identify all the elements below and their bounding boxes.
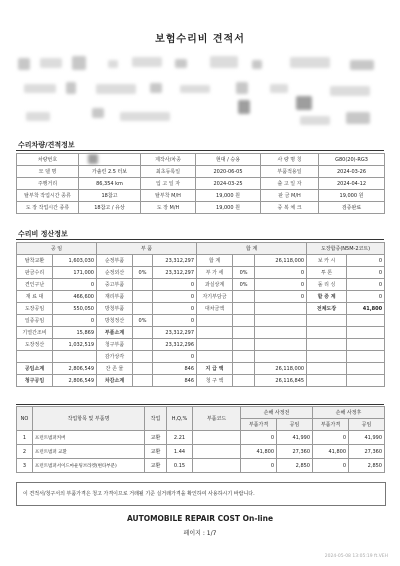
vehicle-label: 제작사/차종 bbox=[141, 154, 196, 166]
vehicle-value: 86,354 km bbox=[79, 178, 141, 190]
redacted-block bbox=[210, 56, 238, 68]
item-cell: 27,360 bbox=[277, 445, 313, 459]
calc-label: 공임소계 bbox=[17, 363, 53, 375]
redacted-block bbox=[66, 82, 76, 94]
item-cell: 2.21 bbox=[167, 431, 193, 445]
calc-value: 1,032,519 bbox=[53, 339, 97, 351]
calc-value: 0 bbox=[255, 291, 307, 303]
item-cell: 0 bbox=[241, 459, 277, 473]
calc-label bbox=[307, 327, 347, 339]
vehicle-value: 19,000 원 bbox=[196, 202, 261, 214]
items-header-work: 작업 bbox=[145, 407, 167, 431]
calc-label bbox=[197, 351, 233, 363]
section-divider bbox=[16, 404, 384, 405]
vehicle-value: G80(20)-RG3 bbox=[319, 154, 385, 166]
table-row bbox=[17, 327, 385, 339]
calc-label: 감가상각 bbox=[97, 351, 133, 363]
redacted-block bbox=[296, 96, 312, 110]
item-cell: 41,990 bbox=[277, 431, 313, 445]
item-cell: 0 bbox=[313, 459, 349, 473]
calc-label: 잔 존 물 bbox=[97, 363, 133, 375]
redacted-block bbox=[346, 112, 370, 124]
redacted-block bbox=[236, 82, 248, 94]
calc-header-parts: 부 품 bbox=[97, 243, 197, 255]
calc-label: 자기부담금 bbox=[197, 291, 233, 303]
vehicle-value: 18참고 bbox=[79, 190, 141, 202]
calc-value: 26,118,000 bbox=[255, 255, 307, 267]
calc-value: 466,600 bbox=[53, 291, 97, 303]
calc-value bbox=[233, 339, 255, 351]
calc-label: 과실상계 bbox=[197, 279, 233, 291]
calc-label: 부품소계 bbox=[97, 327, 133, 339]
redacted-block bbox=[40, 58, 62, 68]
vehicle-value: 2020-06-05 bbox=[196, 166, 261, 178]
vehicle-value: 2024-04-12 bbox=[319, 178, 385, 190]
footer-note: 이 견적서/청구서의 부품가격은 청고 가격이므로 거래될 기준 실거래가격을 확인하여 사용하시기 바랍니다. bbox=[23, 491, 255, 497]
calc-value bbox=[255, 315, 307, 327]
calc-header-paint: 도장합증(N5M-2코트) bbox=[307, 243, 385, 255]
calc-label: 중고부품 bbox=[97, 279, 133, 291]
vehicle-value: 19,000 원 bbox=[196, 190, 261, 202]
calc-label: 재리부품 bbox=[97, 291, 133, 303]
calc-label bbox=[307, 315, 347, 327]
vehicle-label: 중 복 체 크 bbox=[261, 202, 319, 214]
item-cell: 교환 bbox=[145, 445, 167, 459]
table-row bbox=[17, 190, 385, 202]
calc-label bbox=[307, 351, 347, 363]
calc-label bbox=[307, 375, 347, 387]
calc-label: 지 급 액 bbox=[197, 363, 233, 375]
calc-value: 2,806,549 bbox=[53, 375, 97, 387]
calc-label: 청 구 액 bbox=[197, 375, 233, 387]
item-cell: 2,850 bbox=[277, 459, 313, 473]
calc-label: 탈착교환 bbox=[17, 255, 53, 267]
redacted-block bbox=[120, 112, 170, 121]
calc-value bbox=[347, 315, 385, 327]
redacted-block bbox=[350, 60, 374, 70]
calc-value bbox=[347, 351, 385, 363]
item-cell: 0.15 bbox=[167, 459, 193, 473]
item-cell bbox=[193, 459, 241, 473]
redacted-block bbox=[238, 100, 250, 114]
calc-value bbox=[133, 303, 153, 315]
vehicle-label: 탈부착 M/H bbox=[141, 190, 196, 202]
table-row bbox=[17, 303, 385, 315]
item-name: 프런트범퍼커버 bbox=[33, 431, 145, 445]
vehicle-label: 차량번호 bbox=[17, 154, 79, 166]
calc-label: 합 계 bbox=[197, 255, 233, 267]
calc-value bbox=[133, 255, 153, 267]
table-row bbox=[17, 267, 385, 279]
calc-label: 판금수리 bbox=[17, 267, 53, 279]
redacted-block bbox=[24, 84, 56, 93]
item-cell: 1 bbox=[17, 431, 33, 445]
items-sub-labor-before: 공임 bbox=[277, 419, 313, 431]
vehicle-label: 부품적용일 bbox=[261, 166, 319, 178]
table-row bbox=[17, 315, 385, 327]
calc-label: 대차금액 bbox=[197, 303, 233, 315]
calc-value bbox=[133, 327, 153, 339]
redacted-block bbox=[300, 116, 330, 125]
calc-value bbox=[233, 363, 255, 375]
calc-value: 0 bbox=[347, 267, 385, 279]
calc-value: 0 bbox=[153, 351, 197, 363]
table-row bbox=[17, 202, 385, 214]
vehicle-label: 입 고 일 자 bbox=[141, 178, 196, 190]
redacted-block bbox=[26, 112, 50, 121]
redacted-block bbox=[252, 60, 262, 69]
vehicle-value: 2024-03-26 bbox=[319, 166, 385, 178]
calc-label: 전체도장 bbox=[307, 303, 347, 315]
vehicle-label: 도 장 M/H bbox=[141, 202, 196, 214]
item-name: 프런트범퍼서이드마운팅브라켓(변타부분) bbox=[33, 459, 145, 473]
calc-label: 순정외산 bbox=[97, 267, 133, 279]
vehicle-label: 도 장 작업시간 종류 bbox=[17, 202, 79, 214]
calc-value bbox=[133, 291, 153, 303]
calc-value: 550,050 bbox=[53, 303, 97, 315]
calc-value bbox=[347, 363, 385, 375]
calc-value bbox=[133, 351, 153, 363]
calc-value: 23,312,297 bbox=[153, 255, 197, 267]
table-row bbox=[17, 339, 385, 351]
calc-value: 23,312,297 bbox=[153, 267, 197, 279]
vehicle-value: 2024-03-25 bbox=[196, 178, 261, 190]
table-row bbox=[17, 459, 385, 473]
calc-value: 846 bbox=[153, 375, 197, 387]
section-divider bbox=[16, 150, 384, 151]
item-cell: 41,990 bbox=[349, 431, 385, 445]
calc-value: 0% bbox=[133, 267, 153, 279]
item-cell: 1.44 bbox=[167, 445, 193, 459]
calc-label: 도장공임 bbox=[17, 303, 53, 315]
redacted-block bbox=[175, 59, 187, 68]
calc-value: 0 bbox=[153, 315, 197, 327]
calc-value bbox=[233, 315, 255, 327]
calc-value bbox=[133, 363, 153, 375]
items-sub-parts-after: 부품가격 bbox=[313, 419, 349, 431]
vehicle-info-table bbox=[16, 153, 385, 214]
calc-value bbox=[255, 351, 307, 363]
items-header-hq: H,Q,% bbox=[167, 407, 193, 431]
table-row bbox=[17, 431, 385, 445]
vehicle-label: 사 량 명 칭 bbox=[261, 154, 319, 166]
vehicle-label: 모 델 명 bbox=[17, 166, 79, 178]
items-table bbox=[16, 406, 385, 473]
table-row bbox=[17, 166, 385, 178]
vehicle-value: 현대 / 승용 bbox=[196, 154, 261, 166]
calc-label: 차감소계 bbox=[97, 375, 133, 387]
items-sub-parts-before: 부품가격 bbox=[241, 419, 277, 431]
calc-label: 방청부품 bbox=[97, 303, 133, 315]
calc-value: 0% bbox=[233, 279, 255, 291]
calc-value: 15,869 bbox=[53, 327, 97, 339]
calc-label: 청구공임 bbox=[17, 375, 53, 387]
calc-value: 26,116,845 bbox=[255, 375, 307, 387]
calc-value: 1,603,030 bbox=[53, 255, 97, 267]
calc-value: 26,118,000 bbox=[255, 363, 307, 375]
table-row bbox=[17, 178, 385, 190]
item-cell: 41,800 bbox=[313, 445, 349, 459]
calc-value bbox=[133, 279, 153, 291]
calc-label: 기열간조비 bbox=[17, 327, 53, 339]
calc-value: 0 bbox=[255, 279, 307, 291]
table-row bbox=[17, 445, 385, 459]
items-header-no: NO bbox=[17, 407, 33, 431]
calc-value bbox=[347, 327, 385, 339]
calc-value: 171,000 bbox=[53, 267, 97, 279]
table-row bbox=[17, 363, 385, 375]
calc-label: 돌 리 싱 bbox=[307, 279, 347, 291]
vehicle-value: 19,000 원 bbox=[319, 190, 385, 202]
section-divider bbox=[16, 239, 384, 240]
item-cell: 교환 bbox=[145, 459, 167, 473]
document-title: 보험수리비 견적서 bbox=[155, 34, 245, 45]
calc-value: 23,312,297 bbox=[153, 327, 197, 339]
calc-label bbox=[197, 339, 233, 351]
calc-label: 도장정산 bbox=[17, 339, 53, 351]
items-header-code: 부품코드 bbox=[193, 407, 241, 431]
calc-value bbox=[347, 339, 385, 351]
redacted-block bbox=[290, 57, 330, 68]
calc-label: 할 증 계 bbox=[307, 291, 347, 303]
vehicle-section-title: 수리차량/견적정보 bbox=[18, 141, 75, 149]
footer-note-box bbox=[16, 482, 386, 506]
redacted-block bbox=[18, 58, 30, 70]
items-sub-labor-after: 공임 bbox=[349, 419, 385, 431]
calc-value bbox=[233, 291, 255, 303]
calc-value: 0 bbox=[153, 291, 197, 303]
calc-value bbox=[233, 255, 255, 267]
calc-value: 846 bbox=[153, 363, 197, 375]
vehicle-label: 판 금 M/H bbox=[261, 190, 319, 202]
calc-label: 순정부품 bbox=[97, 255, 133, 267]
item-cell: 3 bbox=[17, 459, 33, 473]
table-row bbox=[17, 291, 385, 303]
redacted-block bbox=[270, 84, 288, 93]
calc-label: 청구부품 bbox=[97, 339, 133, 351]
calc-value: 0 bbox=[255, 267, 307, 279]
item-cell: 41,800 bbox=[241, 445, 277, 459]
table-row bbox=[17, 375, 385, 387]
calc-label: 재 료 대 bbox=[17, 291, 53, 303]
calc-label bbox=[197, 327, 233, 339]
calc-label: 일증공임 bbox=[17, 315, 53, 327]
redacted-plate bbox=[88, 154, 98, 164]
calc-table bbox=[16, 242, 385, 387]
item-name: 프런트범퍼 교환 bbox=[33, 445, 145, 459]
calc-value bbox=[347, 375, 385, 387]
items-header-name: 작업항목 및 부품명 bbox=[33, 407, 145, 431]
vehicle-label: 주행거리 bbox=[17, 178, 79, 190]
table-row bbox=[17, 255, 385, 267]
calc-value bbox=[233, 375, 255, 387]
table-row bbox=[17, 154, 385, 166]
item-cell: 2 bbox=[17, 445, 33, 459]
brand-line: AUTOMOBILE REPAIR COST On-line bbox=[126, 514, 274, 523]
table-row bbox=[17, 279, 385, 291]
calc-value bbox=[233, 303, 255, 315]
vehicle-label: 탈부착 작업시간 종류 bbox=[17, 190, 79, 202]
print-stamp: 2024-05-08 13:05:19 ft.VEH bbox=[324, 554, 388, 559]
calc-value: 0 bbox=[153, 279, 197, 291]
calc-value bbox=[233, 351, 255, 363]
item-cell bbox=[193, 431, 241, 445]
calc-value bbox=[53, 351, 97, 363]
calc-value bbox=[255, 303, 307, 315]
calc-value: 2,806,549 bbox=[53, 363, 97, 375]
redacted-block bbox=[132, 57, 162, 67]
calc-value: 23,312,296 bbox=[153, 339, 197, 351]
item-cell: 27,360 bbox=[349, 445, 385, 459]
item-cell: 2,850 bbox=[349, 459, 385, 473]
items-header-before: 손해 사정전 bbox=[241, 407, 313, 419]
page-number: 페이지 : 1/7 bbox=[183, 530, 217, 537]
calc-value: 0 bbox=[347, 279, 385, 291]
calc-value bbox=[255, 327, 307, 339]
item-cell bbox=[193, 445, 241, 459]
calc-label: 방청정산 bbox=[97, 315, 133, 327]
calc-label: 투 톤 bbox=[307, 267, 347, 279]
calc-value: 0 bbox=[53, 315, 97, 327]
calc-header-labor: 공 임 bbox=[17, 243, 97, 255]
redacted-block bbox=[96, 84, 136, 94]
calc-label bbox=[307, 363, 347, 375]
calc-value bbox=[233, 327, 255, 339]
calc-value bbox=[133, 339, 153, 351]
item-cell: 0 bbox=[313, 431, 349, 445]
redacted-block bbox=[180, 85, 210, 93]
table-row bbox=[17, 351, 385, 363]
calc-value: 0 bbox=[153, 303, 197, 315]
calc-section-title: 수리비 정산정보 bbox=[18, 230, 68, 238]
vehicle-value: 18참고 / 유상 bbox=[79, 202, 141, 214]
calc-label bbox=[307, 339, 347, 351]
redacted-block bbox=[108, 60, 118, 68]
calc-value: 41,800 bbox=[347, 303, 385, 315]
calc-label bbox=[17, 351, 53, 363]
calc-value: 0% bbox=[233, 267, 255, 279]
vehicle-label: 출 고 일 자 bbox=[261, 178, 319, 190]
calc-value: 0 bbox=[347, 255, 385, 267]
item-cell: 교환 bbox=[145, 431, 167, 445]
calc-value: 0 bbox=[347, 291, 385, 303]
items-header-after: 손해 사정후 bbox=[313, 407, 385, 419]
redacted-block bbox=[330, 86, 370, 96]
calc-label: 보 카 시 bbox=[307, 255, 347, 267]
item-cell: 0 bbox=[241, 431, 277, 445]
calc-label bbox=[197, 315, 233, 327]
vehicle-value: 가솔린 2.5 터보 bbox=[79, 166, 141, 178]
calc-value: 0 bbox=[53, 279, 97, 291]
vehicle-label: 최초등록일 bbox=[141, 166, 196, 178]
calc-header-total: 합 계 bbox=[197, 243, 307, 255]
calc-value: 0% bbox=[133, 315, 153, 327]
calc-value bbox=[133, 375, 153, 387]
vehicle-value: 검증완료 bbox=[319, 202, 385, 214]
redacted-block bbox=[72, 56, 86, 70]
redacted-block bbox=[92, 108, 104, 118]
calc-label: 부 가 세 bbox=[197, 267, 233, 279]
calc-label: 견인구난 bbox=[17, 279, 53, 291]
calc-value bbox=[255, 339, 307, 351]
redacted-block bbox=[150, 83, 162, 93]
